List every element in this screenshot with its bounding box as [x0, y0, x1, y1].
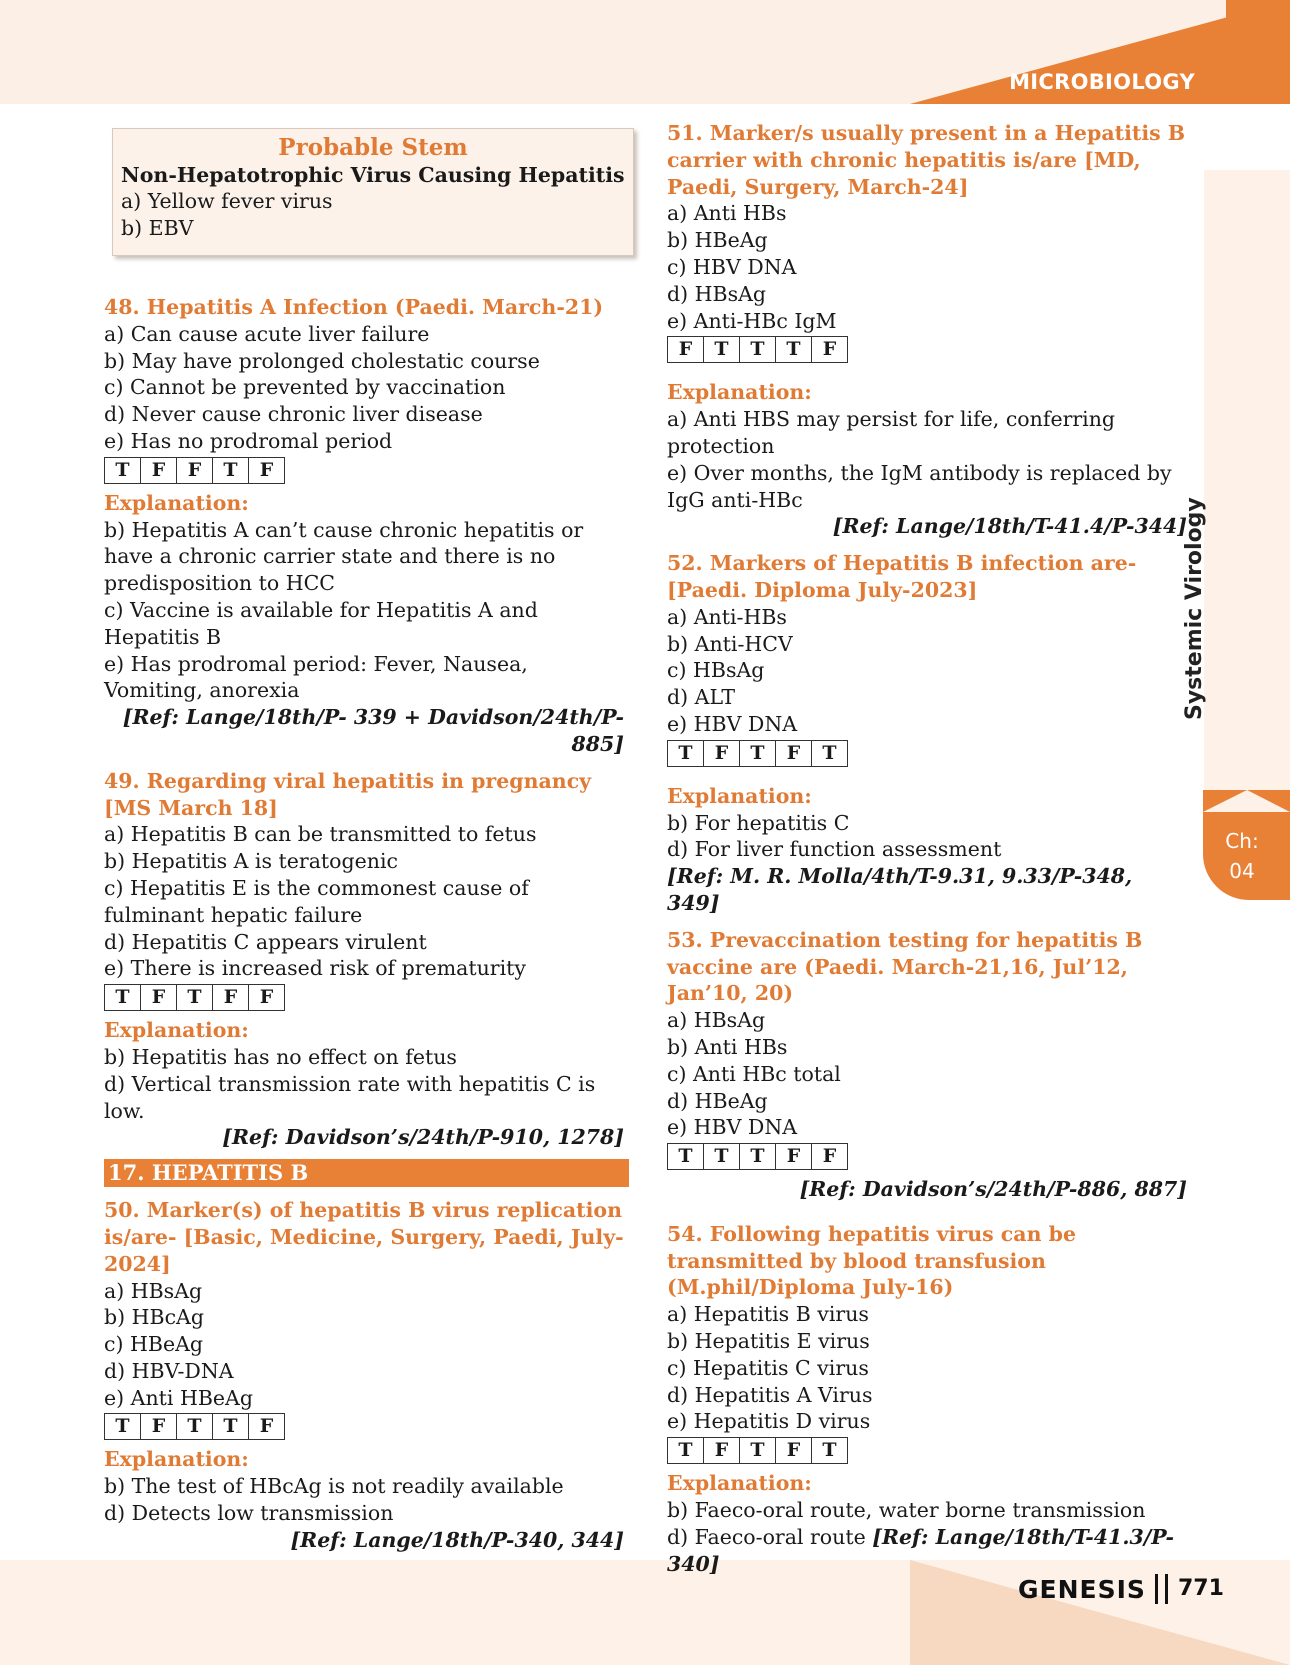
- option: a) Hepatitis B can be transmitted to fetus: [104, 822, 537, 847]
- answer-cell: T: [213, 458, 249, 483]
- explanation-line: b) Hepatitis has no effect on fetus: [104, 1044, 457, 1069]
- explanation-label: Explanation:: [104, 490, 249, 515]
- option: b) Hepatitis A is teratogenic: [104, 849, 398, 874]
- answer-cell: F: [704, 741, 740, 766]
- option: c) Hepatitis E is the commonest cause of fulminant hepatic failure: [104, 875, 529, 927]
- answer-cell: F: [822, 1145, 837, 1168]
- answer-key: [104, 984, 285, 1011]
- option: b) Anti HBs: [667, 1034, 788, 1059]
- stem-heading: Non-Hepatotrophic Virus Causing Hepatitis: [121, 162, 625, 187]
- answer-cell: T: [105, 985, 141, 1010]
- explanation-label: Explanation:: [667, 783, 812, 808]
- option: a) Hepatitis B virus: [667, 1302, 869, 1327]
- answer-cell: F: [822, 338, 837, 361]
- explanation-label: Explanation:: [667, 1471, 812, 1496]
- option: a) Anti-HBs: [667, 604, 787, 629]
- option: e) Has no prodromal period: [104, 428, 393, 453]
- option: d) HBsAg: [667, 281, 767, 306]
- answer-cell: F: [141, 985, 177, 1010]
- question-title: 51. Marker/s usually present in a Hepatitis B carrier with chronic hepatitis is/are [MD, Paedi, Surgery, March-24]: [667, 121, 1186, 199]
- explanation-line: b) Faeco-oral route, water borne transmission: [667, 1498, 1146, 1523]
- answer-cell: F: [259, 986, 274, 1009]
- explanation-line: c) Vaccine is available for Hepatitis A and Hepatitis B: [104, 597, 538, 649]
- footer-divider: [1155, 1574, 1168, 1604]
- question-title: 50. Marker(s) of hepatitis B virus replication is/are- [Basic, Medicine, Surgery, Paedi, July-2024]: [104, 1198, 624, 1276]
- answer-cell: F: [259, 1415, 274, 1438]
- reference: [Ref: Lange/18th/P- 339 + Davidson/24th/P-885]: [122, 705, 624, 756]
- option: b) HBeAg: [667, 228, 768, 253]
- explanation-label: Explanation:: [104, 1447, 249, 1472]
- option: c) Cannot be prevented by vaccination: [104, 375, 506, 400]
- reference: [Ref: Lange/18th/T-41.4/P-344]: [832, 514, 1187, 539]
- option: a) HBsAg: [667, 1008, 766, 1033]
- reference: [Ref: Davidson’s/24th/P-910, 1278]: [222, 1125, 624, 1150]
- explanation-line: a) Anti HBS may persist for life, conferring protection: [667, 407, 1116, 458]
- answer-cell: F: [177, 458, 213, 483]
- option: d) Hepatitis A Virus: [667, 1382, 873, 1407]
- reference: [Ref: Lange/18th/T-41.3/P-340]: [667, 1524, 1175, 1576]
- explanation-line: d) Detects low transmission: [104, 1501, 394, 1526]
- header-accent-fill: [1226, 0, 1290, 104]
- option: c) HBeAg: [104, 1332, 203, 1357]
- option: e) HBV DNA: [667, 711, 798, 736]
- option: d) HBeAg: [667, 1088, 768, 1113]
- question-title: 49. Regarding viral hepatitis in pregnancy [MS March 18]: [104, 768, 592, 820]
- explanation-line: b) The test of HBcAg is not readily available: [104, 1474, 564, 1499]
- answer-cell: T: [822, 741, 837, 764]
- section-heading: 17. HEPATITIS B: [104, 1159, 629, 1187]
- option: c) Hepatitis C virus: [667, 1355, 869, 1380]
- question-title: 52. Markers of Hepatitis B infection are- [Paedi. Diploma July-2023]: [667, 551, 1137, 602]
- explanation-line: b) For hepatitis C: [667, 810, 850, 835]
- answer-cell: T: [668, 1438, 704, 1463]
- explanation-label: Explanation:: [104, 1018, 249, 1043]
- probable-stem-box: [112, 128, 634, 256]
- answer-key: [667, 1437, 848, 1464]
- answer-cell: T: [105, 458, 141, 483]
- explanation-line: d) Vertical transmission rate with hepatitis C is low.: [104, 1071, 596, 1123]
- answer-cell: T: [740, 741, 776, 766]
- explanation-line: b) Hepatitis A can’t cause chronic hepatitis or have a chronic carrier state and there is no predisposition to HCC: [104, 517, 584, 596]
- answer-cell: T: [704, 1144, 740, 1169]
- option: e) Anti HBeAg: [104, 1385, 253, 1410]
- question-title: 48. Hepatitis A Infection (Paedi. March-21): [104, 295, 604, 319]
- answer-cell: F: [776, 1438, 812, 1463]
- stem-option: b) EBV: [121, 215, 194, 240]
- option: d) Hepatitis C appears virulent: [104, 929, 427, 954]
- answer-cell: F: [776, 1144, 812, 1169]
- answer-cell: T: [822, 1439, 837, 1462]
- answer-cell: T: [668, 741, 704, 766]
- option: c) HBV DNA: [667, 254, 797, 279]
- option: d) HBV-DNA: [104, 1358, 234, 1383]
- option: a) Anti HBs: [667, 201, 787, 226]
- option: d) ALT: [667, 685, 736, 710]
- option: c) Anti HBc total: [667, 1061, 841, 1086]
- option: e) Hepatitis D virus: [667, 1409, 871, 1434]
- option: e) HBV DNA: [667, 1115, 798, 1140]
- stem-option: a) Yellow fever virus: [121, 189, 333, 213]
- answer-cell: T: [177, 1414, 213, 1439]
- option: c) HBsAg: [667, 658, 765, 683]
- answer-cell: F: [141, 458, 177, 483]
- option: d) Never cause chronic liver disease: [104, 402, 483, 427]
- answer-cell: T: [740, 337, 776, 362]
- answer-cell: T: [668, 1144, 704, 1169]
- reference: [Ref: Lange/18th/P-340, 344]: [290, 1527, 624, 1552]
- side-section-label: Systemic Virology: [1182, 497, 1207, 720]
- answer-cell: F: [776, 741, 812, 766]
- explanation-label: Explanation:: [667, 380, 812, 405]
- answer-cell: F: [704, 1438, 740, 1463]
- answer-cell: F: [213, 985, 249, 1010]
- question-title: 54. Following hepatitis virus can be transmitted by blood transfusion (M.phil/Diploma July-16): [667, 1221, 1076, 1300]
- explanation-line: d) For liver function assessment: [667, 837, 1002, 862]
- answer-key: [667, 1143, 848, 1170]
- option: a) Can cause acute liver failure: [104, 321, 430, 346]
- answer-cell: T: [213, 1414, 249, 1439]
- chapter-number: Ch: 04: [1225, 829, 1259, 883]
- answer-key: [667, 336, 848, 363]
- left-column: [104, 294, 624, 1554]
- chapter-badge-notch: [1203, 790, 1290, 812]
- answer-cell: T: [105, 1414, 141, 1439]
- option: b) HBcAg: [104, 1305, 204, 1330]
- answer-cell: T: [177, 985, 213, 1010]
- page-number: 771: [1178, 1576, 1224, 1601]
- explanation-line: d) Faeco-oral route [Ref: Lange/18th/T-41.3/P-340]: [667, 1524, 1175, 1576]
- option: b) Anti-HCV: [667, 631, 793, 656]
- answer-cell: F: [259, 458, 274, 481]
- answer-cell: F: [141, 1414, 177, 1439]
- side-strip: [1204, 170, 1290, 810]
- option: b) Hepatitis E virus: [667, 1329, 870, 1354]
- answer-key: [104, 457, 285, 484]
- explanation-line: e) Over months, the IgM antibody is replaced by IgG anti-HBc: [667, 460, 1172, 512]
- option: e) There is increased risk of prematurity: [104, 956, 526, 981]
- reference: [Ref: Davidson’s/24th/P-886, 887]: [799, 1177, 1187, 1202]
- option: b) May have prolonged cholestatic course: [104, 348, 540, 373]
- answer-cell: T: [776, 337, 812, 362]
- answer-cell: T: [740, 1144, 776, 1169]
- option: e) Anti-HBc IgM: [667, 308, 837, 333]
- right-column: [667, 120, 1187, 1577]
- reference: [Ref: M. R. Molla/4th/T-9.31, 9.33/P-348, 349]: [667, 864, 1133, 915]
- stem-title: Probable Stem: [278, 134, 468, 161]
- answer-key: [667, 740, 848, 767]
- option: a) HBsAg: [104, 1278, 203, 1303]
- question-title: 53. Prevaccination testing for hepatitis B vaccine are (Paedi. March-21,16, Jul’12, Jan’10, 20): [667, 927, 1143, 1006]
- answer-key: [104, 1413, 285, 1440]
- answer-cell: F: [668, 337, 704, 362]
- brand-logo: GENESIS: [1018, 1575, 1146, 1604]
- subject-title: MICROBIOLOGY: [1009, 70, 1195, 94]
- explanation-line: e) Has prodromal period: Fever, Nausea, Vomiting, anorexia: [104, 651, 528, 703]
- answer-cell: T: [704, 337, 740, 362]
- answer-cell: T: [740, 1438, 776, 1463]
